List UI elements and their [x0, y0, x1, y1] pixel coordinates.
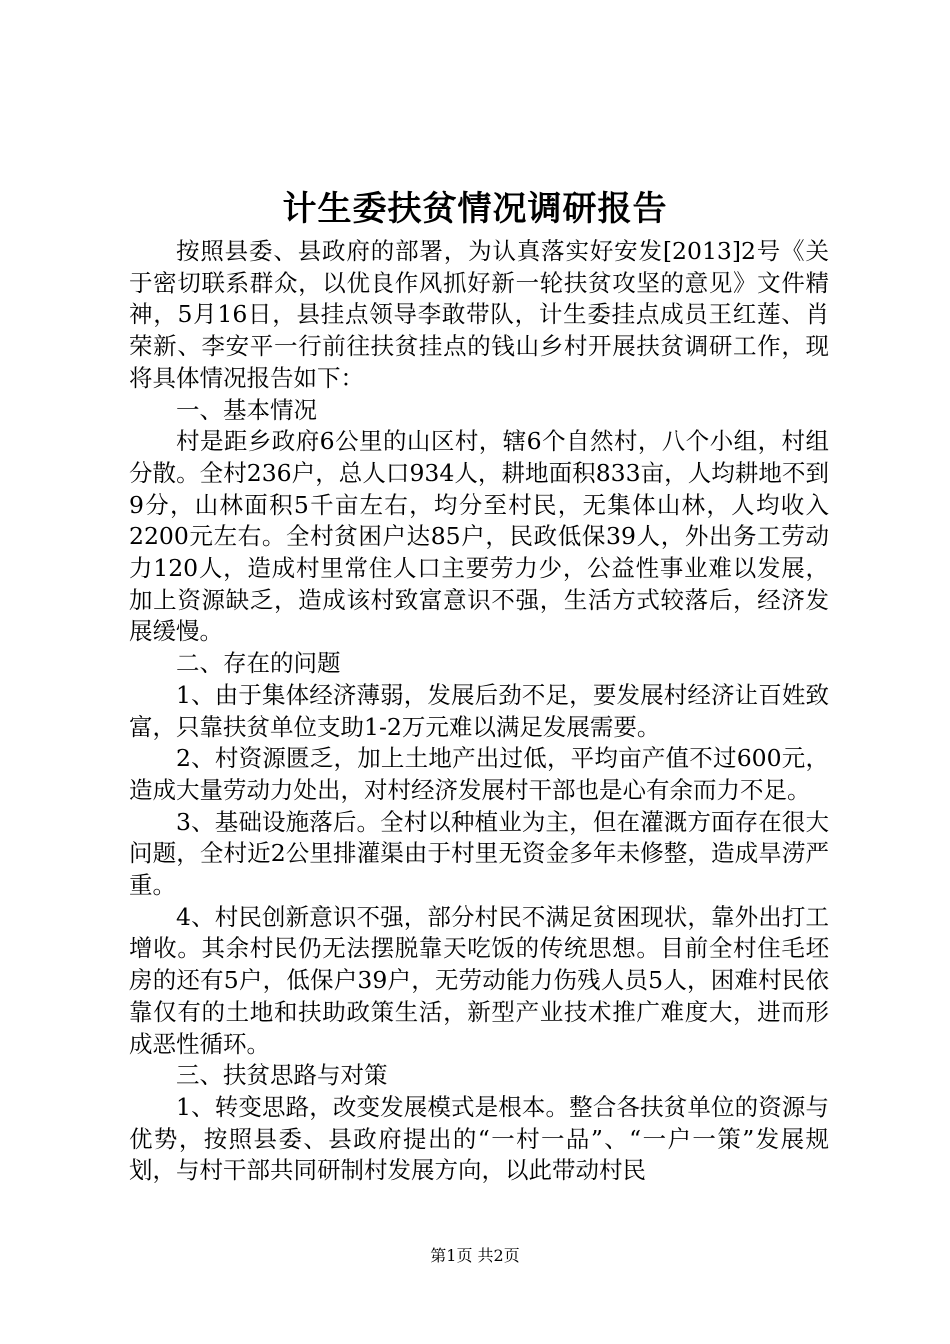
paragraph-intro: 按照县委、县政府的部署，为认真落实好安发[2013]2号《关于密切联系群众，以优良作风抓好新一轮扶贫攻坚的意见》文件精神，5月16日，县挂点领导李敢带队，计生委挂点成员王红莲、肖荣新、李安平一行前往扶贫挂点的钱山乡村开展扶贫调研工作，现将具体情况报告如下： — [129, 237, 829, 392]
document-title: 计生委扶贫情况调研报告 — [282, 189, 668, 229]
paragraph-strategy-1: 1、转变思路，改变发展模式是根本。整合各扶贫单位的资源与优势，按照县委、县政府提出的“一村一品”、“一户一策”发展规划，与村干部共同研制村发展方向，以此带动村民 — [129, 1092, 829, 1185]
paragraph-problem-3: 3、基础设施落后。全村以种植业为主，但在灌溉方面存在很大问题，全村近2公里排灌渠由于村里无资金多年未修整，造成旱涝严重。 — [129, 807, 829, 900]
paragraph-problem-4: 4、村民创新意识不强，部分村民不满足贫困现状，靠外出打工增收。其余村民仍无法摆脱靠天吃饭的传统思想。目前全村住毛坯房的还有5户，低保户39户，无劳动能力伤残人员5人，困难村民依靠仅有的土地和扶助政策生活，新型产业技术推广难度大，进而形成恶性循环。 — [129, 902, 829, 1058]
paragraph-basic-situation: 村是距乡政府6公里的山区村，辖6个自然村，八个小组，村组分散。全村236户，总人口934人，耕地面积833亩，人均耕地不到9分，山林面积5千亩左右，均分至村民，无集体山林，人均收入2200元左右。全村贫困户达85户，民政低保39人，外出务工劳动力120人，造成村里常住人口主要劳力少，公益性事业难以发展，加上资源缺乏，造成该村致富意识不强，生活方式较落后，经济发展缓慢。 — [129, 427, 829, 646]
paragraph-problem-1: 1、由于集体经济薄弱，发展后劲不足，要发展村经济让百姓致富，只靠扶贫单位支助1-2万元难以满足发展需要。 — [129, 680, 829, 741]
page-number-footer: 第1页 共2页 — [430, 1246, 520, 1265]
paragraph-problem-2: 2、村资源匮乏，加上土地产出过低，平均亩产值不过600元，造成大量劳动力处出，对村经济发展村干部也是心有余而力不足。 — [129, 744, 829, 804]
section-heading-strategy: 三、扶贫思路与对策 — [176, 1061, 388, 1090]
document-body — [129, 236, 829, 1187]
section-heading-basic-situation: 一、基本情况 — [176, 395, 317, 424]
section-heading-problems: 二、存在的问题 — [176, 649, 341, 678]
